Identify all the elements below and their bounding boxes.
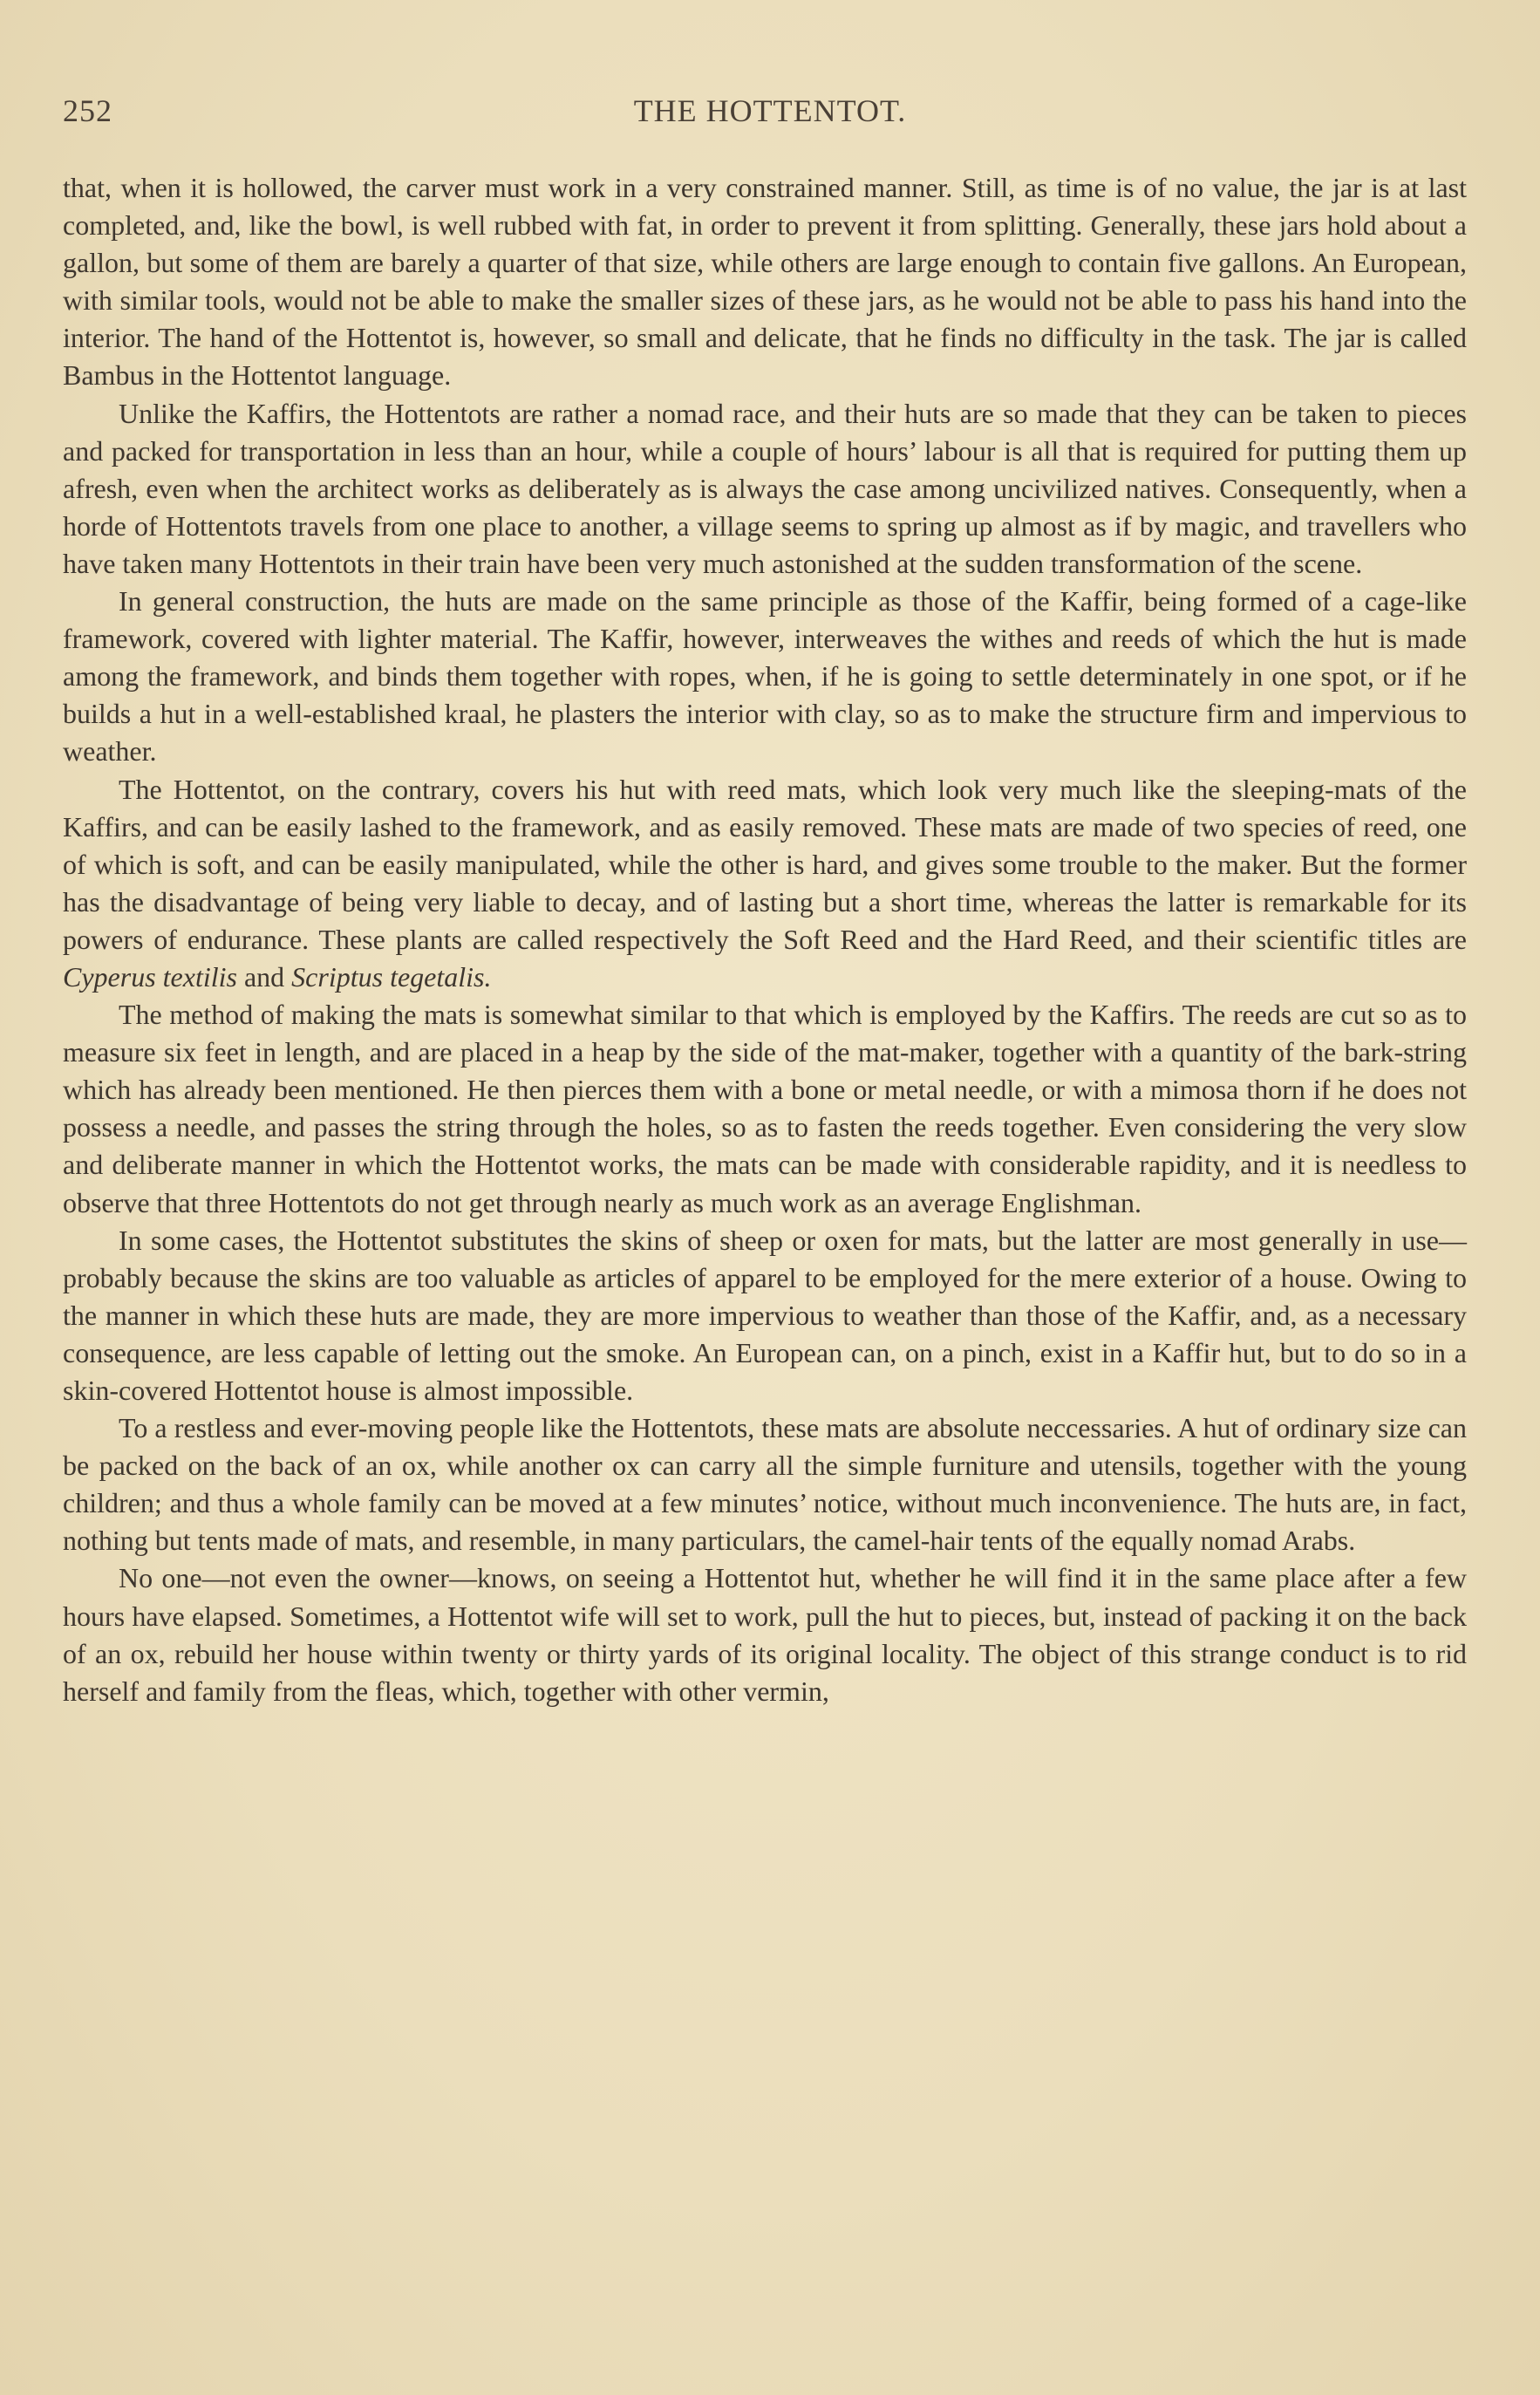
species-name-hard-reed: Scriptus tegetalis. [291,960,492,993]
paragraph-6: In some cases, the Hottentot substitutes the skins of sheep or oxen for mats, but the latter are most generally in use—probably because the skins are too valuable as articles of apparel to be employed for the mere exterior of a house. Owing to the manner in which these huts are made, they are more impervious to weather than those of the Kaffir, and, as a necessary consequence, are less capable of letting out the smoke. An European can, on a pinch, exist in a Kaffir hut, but to do so in a skin-covered Hottentot house is almost impossible. [63,1224,1467,1406]
paragraph-4-conjunction: and [236,960,292,993]
species-name-soft-reed: Cyperus textilis [63,960,237,993]
paragraph-7: To a restless and ever-moving people like the Hottentots, these mats are absolute neccessaries. A hut of ordinary size can be packed on the back of an ox, while another ox can carry all the simple furniture and utensils, together with the young children; and thus a whole family can be moved at a few minutes’ notice, without much inconvenience. The huts are, in fact, nothing but tents made of mats, and resemble, in many particulars, the camel-hair tents of the equally nomad Arabs. [63,1412,1467,1557]
page-number: 252 [63,93,112,128]
running-head: THE HOTTENTOT. [633,93,907,128]
paragraph-4-text: The Hottentot, on the contrary, covers his hut with reed mats, which look very much like the sleeping-mats of the Kaffirs, and can be easily lashed to the framework, and as easily removed. These mats are made of two species of reed, one of which is soft, and can be easily manipulated, while the other is hard, and gives some trouble to the maker. But the former has the disadvantage of being very liable to decay, and of lasting but a short time, whereas the latter is remarkable for its powers of endurance. These plants are called respectively the Soft Reed and the Hard Reed, and their scientific titles are [63,773,1467,955]
paragraph-2: Unlike the Kaffirs, the Hottentots are rather a nomad race, and their huts are so made that they can be taken to pieces and packed for transportation in less than an hour, while a couple of hours’ labour is all that is required for putting them up afresh, even when the architect works as deliberately as is always the case among uncivilized natives. Consequently, when a horde of Hottentots travels from one place to another, a village seems to spring up almost as if by magic, and travellers who have taken many Hottentots in their train have been very much astonished at the sudden transformation of the scene. [63,397,1467,579]
paragraph-5: The method of making the mats is somewhat similar to that which is employed by the Kaffirs. The reeds are cut so as to measure six feet in length, and are placed in a heap by the side of the mat-maker, together with a quantity of the bark-string which has already been mentioned. He then pierces them with a bone or metal needle, or with a mimosa thorn if he does not possess a needle, and passes the string through the holes, so as to fasten the reeds together. Even considering the very slow and deliberate manner in which the Hottentot works, the mats can be made with considerable rapidity, and it is needless to observe that three Hottentots do not get through nearly as much work as an average Englishman. [63,999,1467,1218]
paragraph-3: In general construction, the huts are made on the same principle as those of the Kaffir, being formed of a cage-like framework, covered with lighter material. The Kaffir, however, interweaves the withes and reeds of which the hut is made among the framework, and binds them together with ropes, when, if he is going to settle determinately in one spot, or if he builds a hut in a well-established kraal, he plasters the interior with clay, so as to make the structure firm and impervious to weather. [63,585,1467,768]
paragraph-4 [63,771,1467,997]
paragraph-1: that, when it is hollowed, the carver must work in a very constrained manner. Still, as time is of no value, the jar is at last completed, and, like the bowl, is well rubbed with fat, in order to prevent it from splitting. Generally, these jars hold about a gallon, but some of them are barely a quarter of that size, while others are large enough to contain five gallons. An European, with similar tools, would not be able to make the smaller sizes of these jars, as he would not be able to pass his hand into the interior. The hand of the Hottentot is, however, so small and delicate, that he finds no difficulty in the task. The jar is called Bambus in the Hottentot language. [63,172,1467,392]
body-text [63,169,1467,1710]
paragraph-8: No one—not even the owner—knows, on seeing a Hottentot hut, whether he will find it in the same place after a few hours have elapsed. Sometimes, a Hottentot wife will set to work, pull the hut to pieces, but, instead of packing it on the back of an ox, rebuild her house within twenty or thirty yards of its original locality. The object of this strange conduct is to rid herself and family from the fleas, which, together with other vermin, [63,1562,1467,1707]
